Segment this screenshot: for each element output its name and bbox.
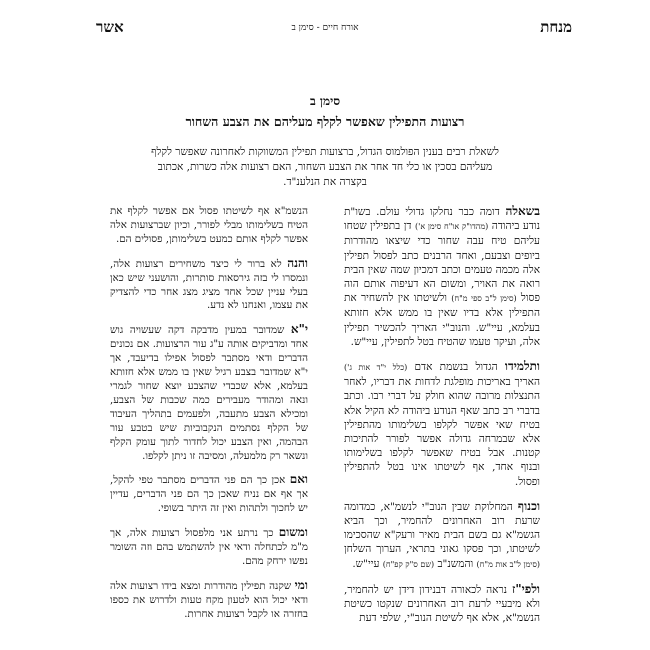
paragraph [110,473,308,516]
lead-word: והנה [287,255,308,270]
paragraph [110,323,308,463]
paragraph-text: שמדובר במעין מדבקה דקה שעשויה גוש אחד ומדביקים אותה ע"ג עור הרצועות. אם נכונים הדברים ודאי מסתבר לפסול אפילו בדיעבד, אך י"א שמדובר בצבע רגיל שאין בו ממש אלא חזותא בעלמא, אלא שכבדי שהצבע יוצא שחור לגמרי ונאה ומהודר מעבירים כמה שכבות של הצבע, ומכילא הצבע מתעבה, ולפעמים בתהליך העיבוד של הקלף נסתמים הנקבוביות שיש בטבע עור הבהמה, ואין הצבע יכול לחדור לתוך עומק הקלף ונשאר רק מלמעלה, ומסיבה זו ניתן לקלפו. [110,324,308,462]
paragraph-text: שקנה תפילין מהודרות ומצא בידו רצועות אלה ודאי יכול הוא לטעון מקח טעות ולדרוש את כספו בחזרה או לקבל רצועות אחרות. [110,579,308,620]
paragraph-text: אכן כך הם פני הדברים מסתבר טפי להקל, אך אף אם נניח שאכן כך הם פני הדברים, עדיין יש לחכוך ולתהות ואין זה היתר בשופי. [110,474,308,515]
right-column [344,204,540,635]
source-citation: (שם ס"ק קפ"ח) [382,559,435,569]
question-paragraph: לשאלת רבים בענין הפולמוס הגדול, ברצועות תפילין המשווקות לאחרונה שאפשר לקלף מעליהם בסכין או כלי חד אחר את הצבע השחור, האם רצועות אלה כשרות, אכתוב בקצרה את הנלענ"ד. [151,146,499,188]
lead-word: י"א [290,322,308,337]
source-citation: (מהדו"ק או"ח סימן א') [415,222,489,232]
lead-word: ולפי"ז [512,581,541,596]
section-title: רצועות התפילין שאפשר לקלף מעליהם את הצבע השחור [185,114,465,129]
paragraph [110,526,308,569]
paragraph [110,257,308,314]
paragraph-text: הגדול בנשמת אדם [414,361,498,374]
running-title-left: אשר [96,18,124,36]
lead-word: ומשום [278,525,308,540]
lead-word: ואם [289,472,308,487]
paragraph [344,499,540,572]
paragraph-text: המחלוקת שבין הנוב"י לנשמ"א, כמדומה שרעת רוב האחרונים להחמיר, וכך הביא הגשמ"א גם בשם הבית מאיר ורעק"א שהסכימו לשיטתו, וכך פסקו גאוני בתראי, הערוך השלחן [344,500,540,556]
paragraph-text: האריך באריכות מופלגת לדחות את דבריו, לאחר התנצלות מרובה שהוא חולק על דברי רבו. וכתב בדברי רב כתב שאף הנודע ביהודה לא הקיל אלא בטיח שאי אפשר לקלפו בשלימותו מהתפילין אלא שבמרחה גדולה אפשר לפורר להתיכות קטנות. אבל בטיח שאפשר לקלפו בשלימותו ובנוף אחד, אף לשיטתו אינו בטל להתפילין ופסול. [344,376,540,488]
paragraph [344,359,540,489]
running-title-right: מנחת [540,18,572,36]
section-number: סימן ב [309,94,341,108]
paragraph-text: כך נרתע אני מלפסול רצועות אלה, אך מ"מ לכתחלה ודאי אין להשתמש בהם וזה השומר נפשו ירחק מהם. [110,527,308,567]
lead-word: ותלמידו [504,359,540,374]
paragraph [110,204,308,247]
lead-word: בשאלה [505,204,540,218]
source-citation: (סימן ל"ב אות מ"ח) [476,559,540,569]
source-citation: (כלל י"ד אות ג') [344,363,408,373]
source-citation: (סימן ל"ב ספי מ"ח) [451,294,517,304]
left-column [110,204,308,632]
paragraph [110,579,308,622]
paragraph-text: דן בתפילין שטחו עליהם טיח עבה שחור כדי שיצאו מהודרות ביופים וצבעם, ואחד הרבנים כתב לפסול תפילין אלה מכמה טעמים וכתב דמכיון שמה שאין הבית רואה את האויר, ומשום הא דעיפוה אותם הוה פסול [344,220,540,305]
paragraph-text: נראה לכאורה דבנידון דידן יש להחמיר, ולא מיבעיי לרעת רוב האחרונים שנקטו כשיטת הנשמ"א, אלא אף לשיטת הנוב"י, שלפי דעת [344,583,540,625]
paragraph-text: ולשיטתו אין להשחיר את התפילין אלא בדיו שאין בו ממש אלא חזותא בעלמא, עיי"ש. והנוב"י האריך להכשיר תפילין אלה, ועיקר טעמו שהטיח בטל לתפילין, עיי"ש. [344,292,540,348]
paragraph-text: הנשמ"א אף לשיטתו פסול אם אפשר לקלף את הטיח בשלימותו מבלי לפורר, וכיון שברצועות אלה אפשר לקלף אותם כמעט בשלימותן, פסולים הם. [110,205,308,245]
paragraph [344,582,540,626]
paragraph-text: והמשנ"ב [437,557,474,570]
paragraph [344,204,540,349]
paragraph-text: עיי"ש. [352,557,380,570]
paragraph-text: דומה כבר נחלקו גדולי עולם. בשו"ת נודע ביהודה [344,206,541,233]
lead-word: וכנוף [517,498,541,513]
lead-word: ומי [294,577,308,592]
running-header-center: אורח חיים - סימן ב [291,23,359,33]
paragraph-text: לא ברור לי כיצד משחירים רצועות אלה, ונמסרו לי בזה גירסאות סותרות, והושעני שיש כאן בעלי עניין שכל אחד מציג מצג אחר כדי להצדיק את עצמו, ואנחנו לא נדע. [110,257,308,312]
